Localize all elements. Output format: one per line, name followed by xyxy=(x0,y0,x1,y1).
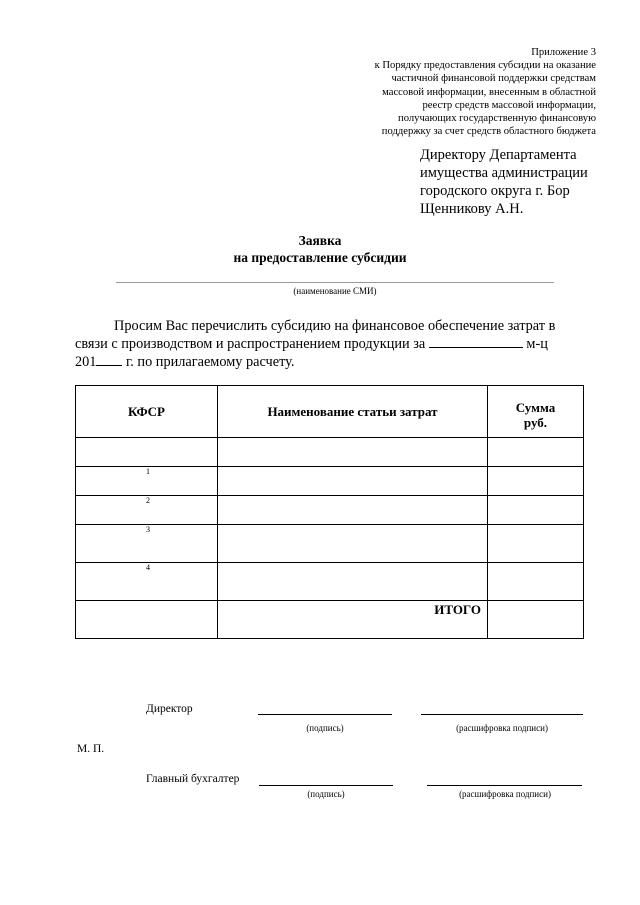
document-subtitle: на предоставление субсидии xyxy=(233,250,407,265)
addressee-line: имущества администрации xyxy=(420,165,588,181)
table-header-row xyxy=(76,386,584,438)
smi-caption: (наименование СМИ) xyxy=(293,286,377,296)
total-label: ИТОГО xyxy=(218,601,488,639)
sum-cell[interactable] xyxy=(488,496,584,525)
request-line-2-suffix: м-ц xyxy=(526,336,548,352)
seal-label: М. П. xyxy=(77,743,105,755)
addressee-line: Щенникову А.Н. xyxy=(420,201,524,217)
cost-item-cell[interactable] xyxy=(218,525,488,563)
header-sum-line1: Сумма xyxy=(515,399,556,415)
row-number: 1 xyxy=(146,467,150,476)
cost-item-cell[interactable] xyxy=(218,467,488,496)
request-line-1: Просим Вас перечислить субсидию на финансовое обеспечение затрат в xyxy=(114,318,556,334)
header-sum xyxy=(488,386,584,438)
director-label: Директор xyxy=(146,703,193,715)
director-decoding-caption: (расшифровка подписи) xyxy=(456,723,548,733)
costs-table xyxy=(75,385,584,639)
kfsr-cell[interactable] xyxy=(76,467,218,496)
sum-cell[interactable] xyxy=(488,438,584,467)
addressee-block xyxy=(420,146,588,218)
kfsr-cell[interactable] xyxy=(76,525,218,563)
table-row xyxy=(76,563,584,601)
total-kfsr-cell xyxy=(76,601,218,639)
header-sum-line2: руб. xyxy=(523,414,548,430)
accountant-decoding-caption: (расшифровка подписи) xyxy=(459,789,551,799)
row-number: 2 xyxy=(146,496,150,505)
request-line-2 xyxy=(75,335,583,353)
accountant-signature-field[interactable] xyxy=(259,785,393,786)
request-line-3-suffix: г. по прилагаемому расчету. xyxy=(126,354,295,370)
sum-cell[interactable] xyxy=(488,563,584,601)
table-row xyxy=(76,496,584,525)
kfsr-cell[interactable] xyxy=(76,563,218,601)
director-signature-field[interactable] xyxy=(258,714,392,715)
row-number: 3 xyxy=(146,525,150,534)
header-kfsr: КФСР xyxy=(76,386,218,438)
appendix-line: поддержку за счет средств областного бюджета xyxy=(381,126,596,138)
appendix-line: массовой информации, внесенным в областной xyxy=(382,86,596,98)
sum-cell[interactable] xyxy=(488,467,584,496)
cost-item-cell[interactable] xyxy=(218,563,488,601)
addressee-line: Директору Департамента xyxy=(420,147,577,163)
appendix-line: получающих государственную финансовую xyxy=(398,113,596,125)
appendix-header xyxy=(306,46,596,138)
request-paragraph xyxy=(75,317,583,371)
appendix-line: частичной финансовой поддержки средствам xyxy=(391,73,596,85)
sum-cell[interactable] xyxy=(488,525,584,563)
addressee-line: городского округа г. Бор xyxy=(420,183,570,199)
smi-name-field[interactable] xyxy=(116,282,554,283)
accountant-signature-caption: (подпись) xyxy=(307,789,345,799)
cost-item-cell[interactable] xyxy=(218,496,488,525)
director-signature-caption: (подпись) xyxy=(306,723,344,733)
table-total-row xyxy=(76,601,584,639)
table-row xyxy=(76,467,584,496)
table-row xyxy=(76,525,584,563)
accountant-decoding-field[interactable] xyxy=(427,785,582,786)
director-decoding-field[interactable] xyxy=(421,714,583,715)
request-line-3 xyxy=(75,353,583,371)
appendix-line: реестр средств массовой информации, xyxy=(422,99,596,111)
month-field[interactable] xyxy=(429,335,523,348)
table-row xyxy=(76,438,584,467)
document-title: Заявка xyxy=(298,233,342,248)
appendix-line: Приложение 3 xyxy=(531,47,596,58)
row-number: 4 xyxy=(146,563,150,572)
cost-item-cell[interactable] xyxy=(218,438,488,467)
request-line-2-text: связи с производством и распространением продукции за xyxy=(75,336,426,352)
header-cost-item: Наименование статьи затрат xyxy=(218,386,488,438)
year-field[interactable] xyxy=(96,353,122,366)
year-prefix: 201 xyxy=(75,354,97,370)
kfsr-cell[interactable] xyxy=(76,496,218,525)
accountant-label: Главный бухгалтер xyxy=(146,773,240,785)
kfsr-cell[interactable] xyxy=(76,438,218,467)
total-sum-cell[interactable] xyxy=(488,601,584,639)
appendix-line: к Порядку предоставления субсидии на оказание xyxy=(374,60,596,72)
